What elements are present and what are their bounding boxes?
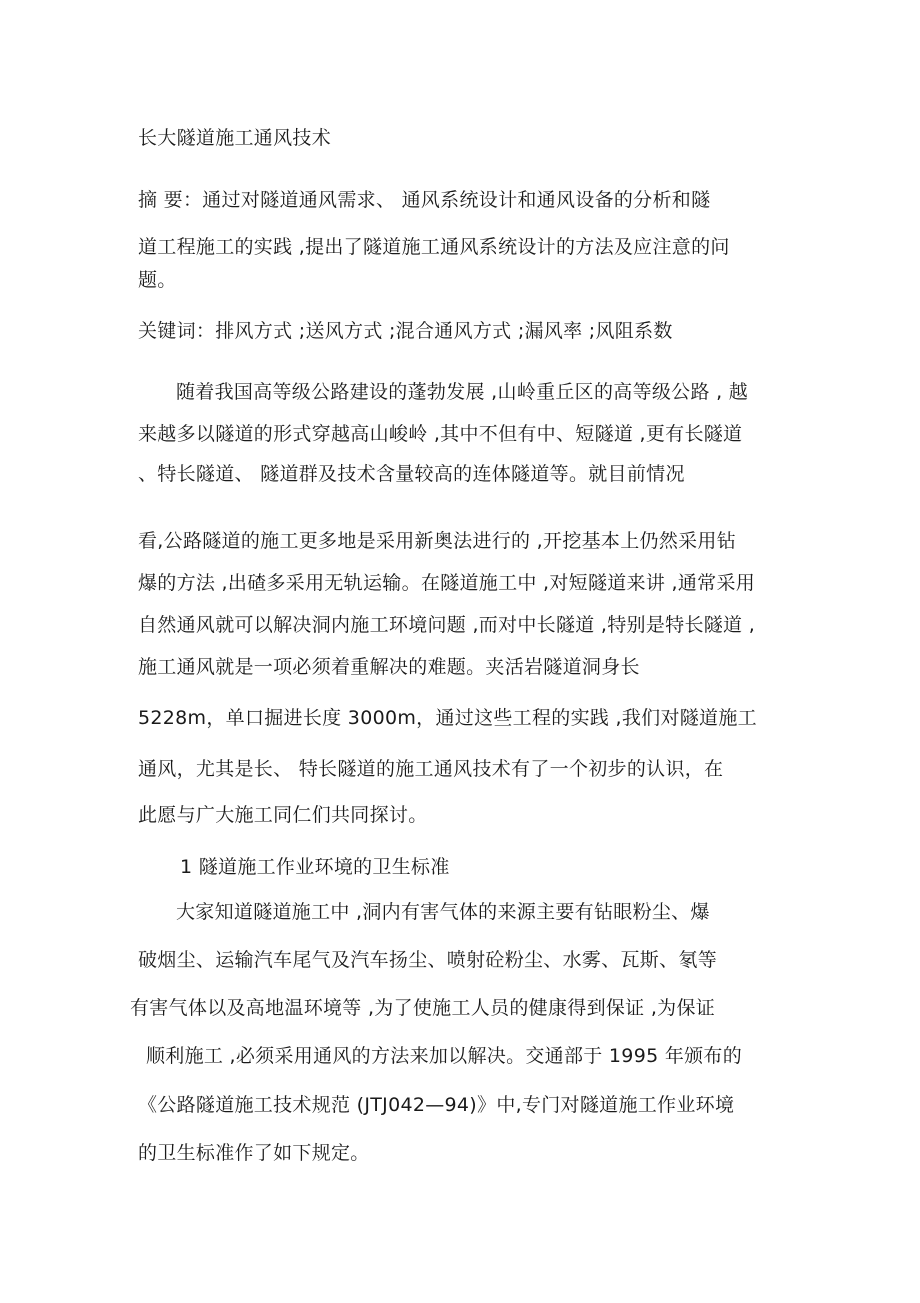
paragraph-line: 《公路隧道施工技术规范 (JTJ042—94)》中,专门对隧道施工作业环境 <box>138 1094 735 1116</box>
paragraph-line: 有害气体以及高地温环境等 ,为了使施工人员的健康得到保证 ,为保证 <box>130 997 716 1019</box>
paragraph-line: 施工通风就是一项必须着重解决的难题。夹活岩隧道洞身长 <box>138 656 640 678</box>
paragraph-line: 通风，尤其是长、 特长隧道的施工通风技术有了一个初步的认识，在 <box>138 758 724 780</box>
paragraph-line: 5228m，单口掘进长度 3000m，通过这些工程的实践 ,我们对隧道施工 <box>138 707 757 729</box>
abstract-line: 题。 <box>138 269 177 291</box>
keywords-line: 关键词：排风方式 ;送风方式 ;混合通风方式 ;漏风率 ;风阻系数 <box>138 320 673 342</box>
paragraph-line: 看,公路隧道的施工更多地是采用新奥法进行的 ,开挖基本上仍然采用钻 <box>138 530 737 552</box>
abstract-line: 道工程施工的实践 ,提出了隧道施工通风系统设计的方法及应注意的问 <box>138 236 730 258</box>
paragraph-line: 爆的方法 ,出碴多采用无轨运输。在隧道施工中 ,对短隧道来讲 ,通常采用 <box>138 572 756 594</box>
paragraph-line: 自然通风就可以解决洞内施工环境问题 ,而对中长隧道 ,特别是特长隧道 , <box>138 614 756 636</box>
paragraph-line: 顺利施工 ,必须采用通风的方法来加以解决。交通部于 1995 年颁布的 <box>146 1045 743 1067</box>
paragraph-line: 、特长隧道、 隧道群及技术含量较高的连体隧道等。就目前情况 <box>138 463 685 485</box>
section-heading: 1 隧道施工作业环境的卫生标准 <box>180 856 450 878</box>
paragraph-line: 来越多以隧道的形式穿越高山峻岭 ,其中不但有中、短隧道 ,更有长隧道 <box>138 423 743 445</box>
paragraph-line: 的卫生标准作了如下规定。 <box>138 1142 370 1164</box>
paragraph-line: 随着我国高等级公路建设的蓬勃发展 ,山岭重丘区的高等级公路 , 越 <box>176 381 749 403</box>
paragraph-line: 大家知道隧道施工中 ,洞内有害气体的来源主要有钻眼粉尘、爆 <box>176 901 710 923</box>
abstract-line: 摘 要：通过对隧道通风需求、 通风系统设计和通风设备的分析和隧 <box>138 189 711 211</box>
paragraph-line: 此愿与广大施工同仁们共同探讨。 <box>138 804 428 826</box>
document-title: 长大隧道施工通风技术 <box>138 127 332 149</box>
paragraph-line: 破烟尘、运输汽车尾气及汽车扬尘、喷射砼粉尘、水雾、瓦斯、氡等 <box>138 949 718 971</box>
